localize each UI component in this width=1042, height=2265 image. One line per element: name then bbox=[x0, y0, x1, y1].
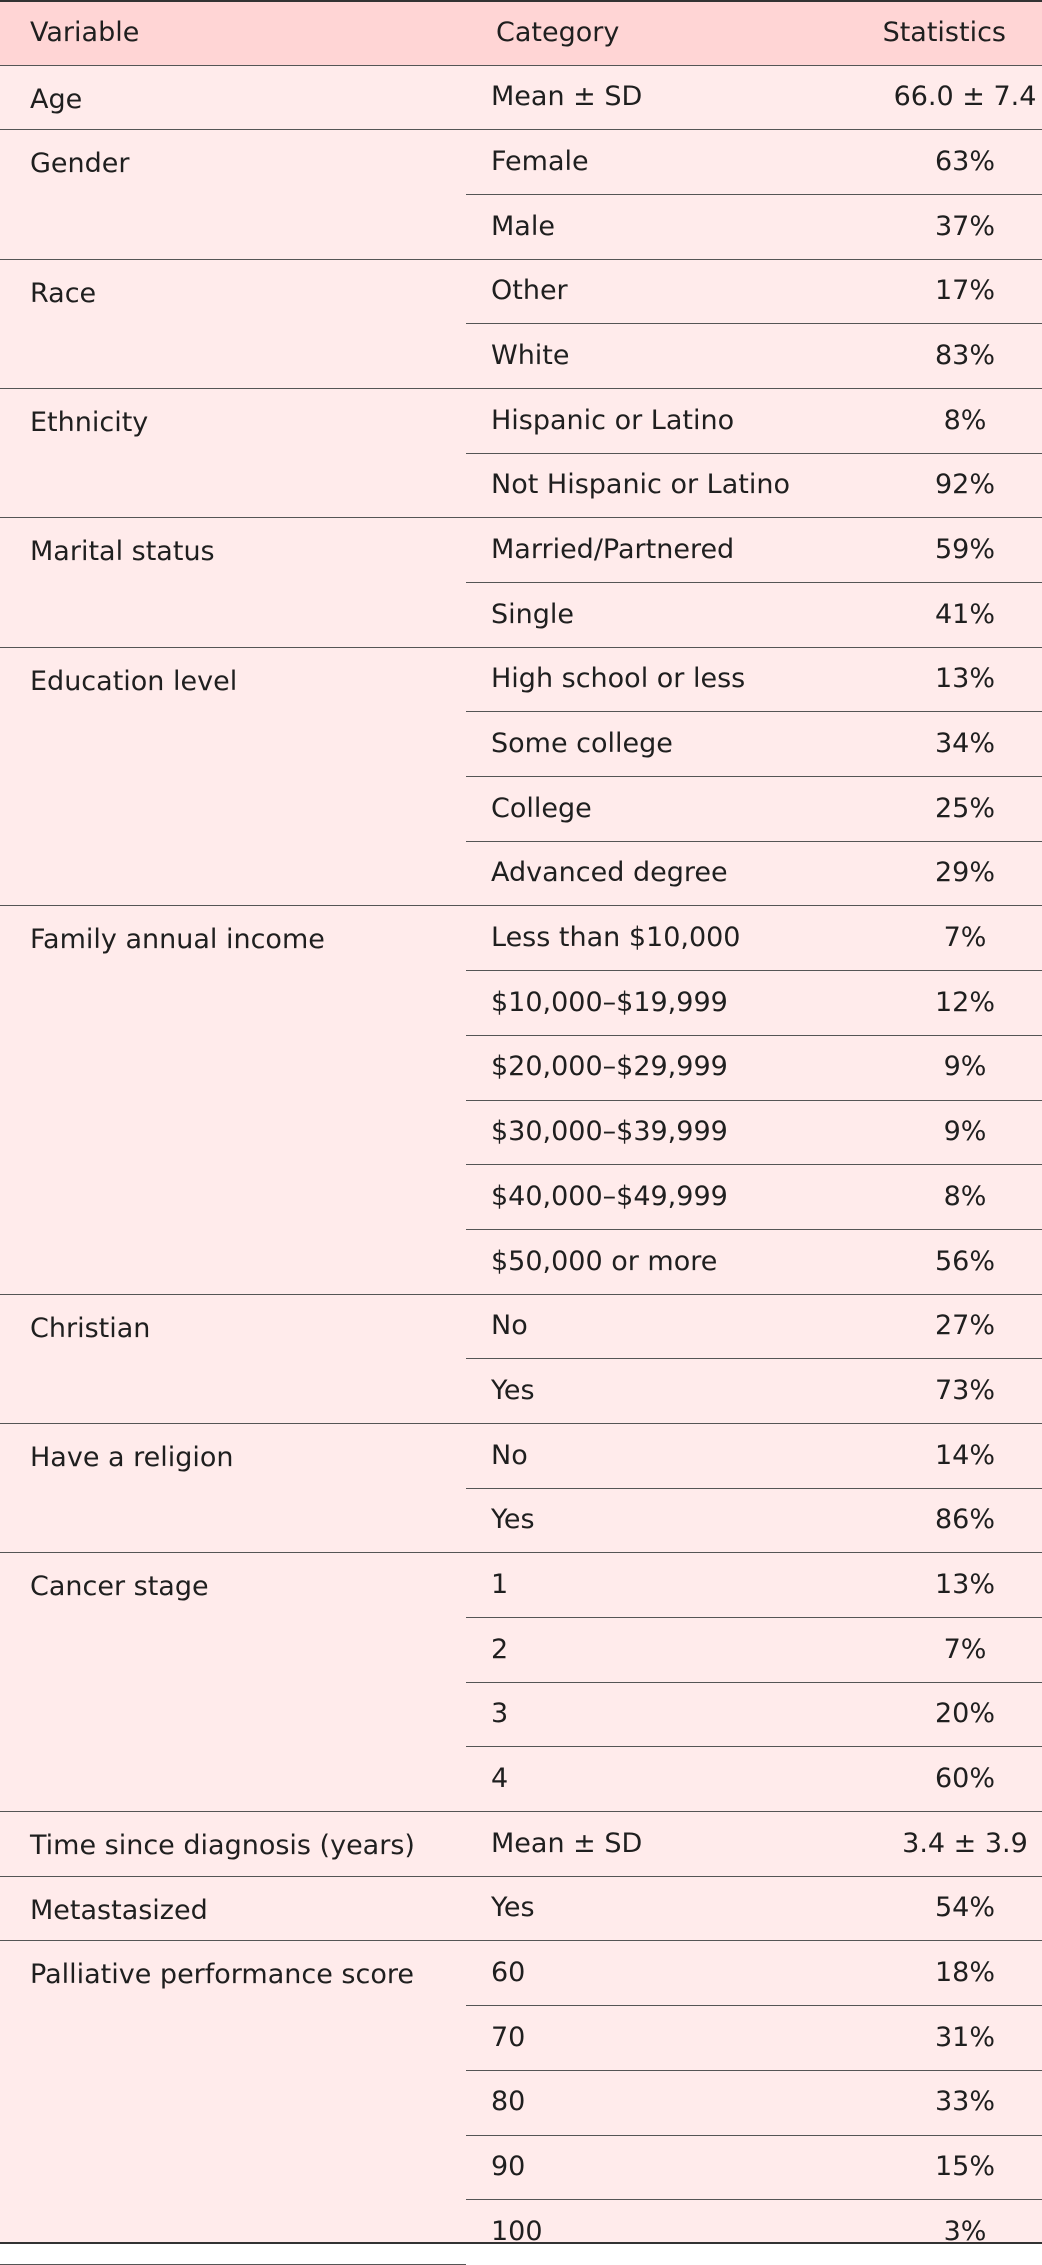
statistic-cell: 18% bbox=[852, 1941, 1042, 2006]
category-cell: Less than $10,000 bbox=[466, 906, 852, 971]
statistic-cell: 66.0 ± 7.4 bbox=[852, 65, 1042, 130]
statistic-cell: 31% bbox=[852, 2006, 1042, 2071]
variable-cell: Christian bbox=[0, 1294, 466, 1423]
statistic-cell: 63% bbox=[852, 130, 1042, 195]
category-cell: Female bbox=[466, 130, 852, 195]
category-cell: 1 bbox=[466, 1553, 852, 1618]
category-cell: $30,000–$39,999 bbox=[466, 1100, 852, 1165]
category-cell: 100 bbox=[491, 2216, 543, 2248]
statistic-cell: 7% bbox=[852, 1618, 1042, 1683]
variable-cell: Age bbox=[0, 65, 466, 130]
statistic-cell: 15% bbox=[852, 2135, 1042, 2200]
table-row bbox=[0, 130, 1042, 195]
table-row bbox=[0, 1812, 1042, 1877]
category-cell: Male bbox=[466, 194, 852, 259]
category-cell: Advanced degree bbox=[466, 841, 852, 906]
variable-cell: Palliative performance score bbox=[0, 1941, 466, 2264]
category-cell: Yes bbox=[466, 1488, 852, 1553]
statistic-cell: 17% bbox=[852, 259, 1042, 324]
variable-cell: Cancer stage bbox=[0, 1553, 466, 1812]
table-row bbox=[0, 518, 1042, 583]
variable-cell: Marital status bbox=[0, 518, 466, 647]
category-cell: Hispanic or Latino bbox=[466, 388, 852, 453]
variable-cell: Family annual income bbox=[0, 906, 466, 1294]
category-cell: Not Hispanic or Latino bbox=[466, 453, 852, 518]
variable-cell: Have a religion bbox=[0, 1423, 466, 1552]
statistic-cell: 34% bbox=[852, 712, 1042, 777]
statistic-cell: 27% bbox=[852, 1294, 1042, 1359]
category-cell: $50,000 or more bbox=[466, 1229, 852, 1294]
statistic-cell: 60% bbox=[852, 1747, 1042, 1812]
table-row bbox=[0, 1553, 1042, 1618]
statistic-cell: 7% bbox=[852, 906, 1042, 971]
table-row bbox=[0, 1423, 1042, 1488]
header-statistics: Statistics bbox=[852, 2, 1042, 65]
category-cell: Yes bbox=[466, 1876, 852, 1941]
statistic-cell: 12% bbox=[852, 971, 1042, 1036]
category-cell: 80 bbox=[466, 2070, 852, 2135]
statistic-cell: 86% bbox=[852, 1488, 1042, 1553]
statistic-cell: 25% bbox=[852, 777, 1042, 842]
variable-cell: Ethnicity bbox=[0, 388, 466, 517]
category-cell: $40,000–$49,999 bbox=[466, 1165, 852, 1230]
category-cell: 90 bbox=[466, 2135, 852, 2200]
statistic-cell: 54% bbox=[852, 1876, 1042, 1941]
statistic-cell: 59% bbox=[852, 518, 1042, 583]
variable-cell: Race bbox=[0, 259, 466, 388]
table-row bbox=[0, 65, 1042, 130]
category-cell: Mean ± SD bbox=[466, 65, 852, 130]
variable-cell: Education level bbox=[0, 647, 466, 906]
table-row bbox=[0, 647, 1042, 712]
category-cell: $10,000–$19,999 bbox=[466, 971, 852, 1036]
category-cell: $20,000–$29,999 bbox=[466, 1035, 852, 1100]
variable-cell: Time since diagnosis (years) bbox=[0, 1812, 466, 1877]
statistic-cell: 8% bbox=[852, 388, 1042, 453]
table-row bbox=[0, 259, 1042, 324]
category-cell: 3 bbox=[466, 1682, 852, 1747]
variable-cell: Gender bbox=[0, 130, 466, 259]
statistic-cell: 41% bbox=[852, 583, 1042, 648]
statistic-cell: 9% bbox=[852, 1100, 1042, 1165]
category-cell: No bbox=[466, 1423, 852, 1488]
table-row bbox=[0, 1294, 1042, 1359]
table-body bbox=[0, 65, 1042, 2264]
category-cell: Mean ± SD bbox=[466, 1812, 852, 1877]
statistic-cell: 9% bbox=[852, 1035, 1042, 1100]
category-cell: 4 bbox=[466, 1747, 852, 1812]
statistic-cell: 3.4 ± 3.9 bbox=[852, 1812, 1042, 1877]
header-category: Category bbox=[466, 2, 852, 65]
category-cell: Married/Partnered bbox=[466, 518, 852, 583]
statistic-cell: 56% bbox=[852, 1229, 1042, 1294]
category-cell: White bbox=[466, 324, 852, 389]
header-row bbox=[0, 2, 1042, 65]
category-cell: High school or less bbox=[466, 647, 852, 712]
table-row bbox=[0, 1941, 1042, 2006]
table-row bbox=[0, 1876, 1042, 1941]
category-cell: Single bbox=[466, 583, 852, 648]
category-cell: Other bbox=[466, 259, 852, 324]
category-cell: No bbox=[466, 1294, 852, 1359]
category-cell: Yes bbox=[466, 1359, 852, 1424]
variable-cell: Metastasized bbox=[0, 1876, 466, 1941]
category-cell: Some college bbox=[466, 712, 852, 777]
statistic-cell: 14% bbox=[852, 1423, 1042, 1488]
statistic-cell: 3% bbox=[943, 2216, 987, 2248]
statistic-cell: 29% bbox=[852, 841, 1042, 906]
category-cell: 70 bbox=[466, 2006, 852, 2071]
statistic-cell: 8% bbox=[852, 1165, 1042, 1230]
table-row bbox=[0, 388, 1042, 453]
statistic-cell: 13% bbox=[852, 647, 1042, 712]
demographics-table bbox=[0, 2, 1042, 2265]
statistic-cell: 92% bbox=[852, 453, 1042, 518]
statistic-cell: 83% bbox=[852, 324, 1042, 389]
header-variable: Variable bbox=[0, 2, 466, 65]
statistic-cell: 33% bbox=[852, 2070, 1042, 2135]
category-cell: 2 bbox=[466, 1618, 852, 1683]
table-row bbox=[0, 906, 1042, 971]
statistic-cell: 37% bbox=[852, 194, 1042, 259]
statistic-cell: 73% bbox=[852, 1359, 1042, 1424]
table-header bbox=[0, 2, 1042, 65]
statistic-cell: 20% bbox=[852, 1682, 1042, 1747]
category-cell: 60 bbox=[466, 1941, 852, 2006]
category-cell: College bbox=[466, 777, 852, 842]
statistic-cell: 13% bbox=[852, 1553, 1042, 1618]
